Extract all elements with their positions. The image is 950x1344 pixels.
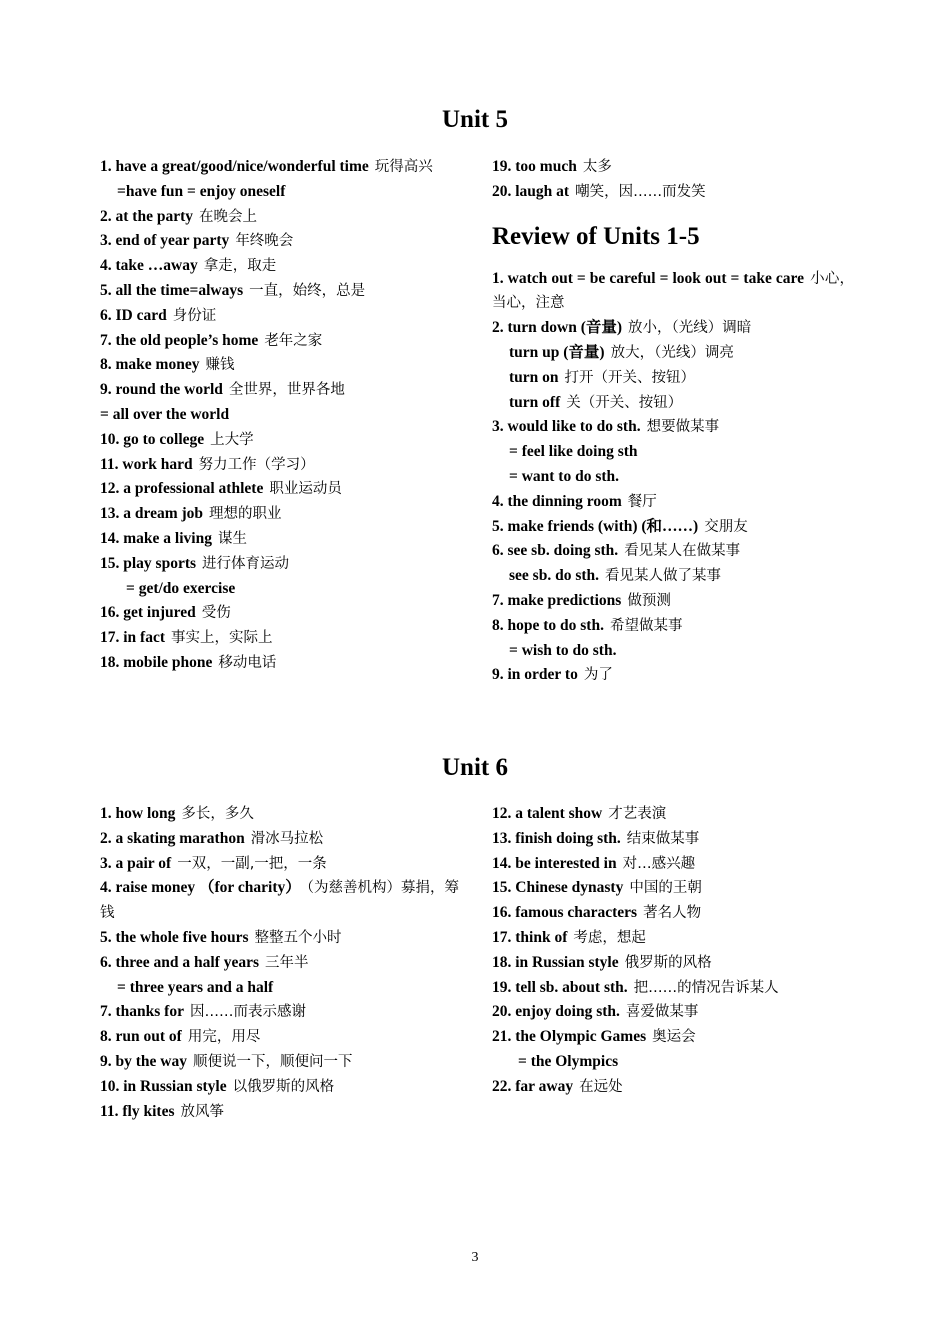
entry-chinese: 赚钱 (205, 357, 235, 374)
entry-chinese: 俄罗斯的风格 (624, 954, 712, 971)
entry-english: 4. raise money （for charity） (100, 879, 301, 897)
entry-chinese: 年终晚会 (235, 233, 294, 250)
entry-english: see sb. do sth. (509, 567, 600, 585)
vocab-entry (100, 304, 462, 329)
entry-english: 7. thanks for (100, 1003, 184, 1021)
entry-chinese: 滑冰马拉松 (250, 830, 324, 847)
entry-chinese: 一直，始终，总是 (249, 282, 366, 299)
review-list (492, 267, 854, 689)
entry-chinese: 努力工作（学习） (198, 456, 315, 473)
entry-chinese: 奥运会 (652, 1029, 696, 1046)
entry-chinese: 老年之家 (264, 332, 323, 349)
entry-chinese: 移动电话 (218, 654, 277, 671)
entry-chinese: 玩得高兴 (374, 159, 433, 175)
entry-chinese: 整整五个小时 (254, 929, 342, 946)
vocab-entry (492, 901, 854, 926)
unit5-left-column (100, 155, 462, 676)
entry-english: 17. think of (492, 928, 568, 946)
entry-english: 10. in Russian style (100, 1077, 227, 1095)
vocab-entry (492, 180, 854, 205)
entry-chinese: 看见某人做了某事 (605, 568, 722, 585)
unit6-left-column (100, 802, 462, 1124)
entry-english: 12. a professional athlete (100, 480, 264, 498)
vocab-entry (100, 1000, 462, 1025)
entry-chinese: 身份证 (172, 307, 217, 324)
entry-english: = get/do exercise (126, 579, 236, 597)
vocab-entry (100, 279, 462, 304)
entry-chinese: 在远处 (579, 1078, 623, 1095)
entry-chinese: 全世界，世界各地 (228, 382, 345, 399)
unit6-right-column (492, 802, 854, 1100)
vocab-entry (100, 428, 462, 453)
entry-english: = three years and a half (117, 978, 274, 996)
entry-english: turn off (509, 393, 561, 411)
vocab-entry (492, 589, 854, 614)
entry-chinese: 喜爱做某事 (625, 1004, 699, 1021)
entry-english: 7. the old people’s home (100, 331, 259, 349)
vocab-entry (100, 827, 462, 852)
vocab-entry (492, 341, 854, 366)
vocab-entry (100, 1100, 462, 1125)
entry-english: 19. too much (492, 158, 577, 175)
entry-english: 11. work hard (100, 455, 193, 473)
entry-chinese: 进行体育运动 (202, 555, 290, 572)
entry-chinese: 考虑，想起 (573, 929, 646, 946)
entry-english: turn on (509, 368, 559, 386)
entry-chinese: 中国的王朝 (629, 880, 702, 897)
entry-chinese: 拿走，取走 (203, 258, 277, 275)
entry-chinese: 上大学 (210, 431, 254, 448)
entry-english: = feel like doing sth (509, 443, 638, 461)
vocab-entry (100, 180, 462, 205)
vocab-entry (492, 876, 854, 901)
unit5-title: Unit 5 (442, 106, 508, 133)
entry-chinese: 嘲笑，因……而发笑 (575, 183, 706, 200)
entry-chinese: 理想的职业 (209, 506, 282, 523)
vocab-entry (492, 539, 854, 564)
entry-english: 2. at the party (100, 207, 193, 225)
vocab-entry (100, 651, 462, 676)
vocab-entry (100, 229, 462, 254)
entry-english: = all over the world (100, 405, 230, 423)
entry-english: =have fun = enjoy oneself (117, 182, 286, 200)
review-title: Review of Units 1-5 (492, 222, 700, 250)
vocab-entry (100, 601, 462, 626)
vocab-entry (100, 477, 462, 502)
vocab-entry (100, 502, 462, 527)
vocab-entry (100, 926, 462, 951)
entry-chinese: 做预测 (627, 592, 671, 609)
vocab-entry (492, 490, 854, 515)
entry-english: 11. fly kites (100, 1102, 175, 1120)
entry-english: 2. turn down (音量) (492, 319, 623, 337)
vocab-entry (100, 1025, 462, 1050)
vocab-entry (492, 852, 854, 877)
vocab-entry (100, 552, 462, 577)
entry-english: 5. the whole five hours (100, 928, 249, 946)
vocab-entry (100, 329, 462, 354)
vocab-entry (100, 155, 462, 180)
entry-english: 1. how long (100, 805, 176, 822)
entry-english: 10. go to college (100, 430, 205, 448)
entry-chinese: 才艺表演 (608, 806, 667, 822)
entry-english: 5. make friends (with) (和……) (492, 517, 699, 535)
entry-chinese: （为慈善机构）募捐，筹钱 (100, 880, 459, 922)
entry-english: 13. a dream job (100, 505, 204, 523)
vocab-entry (492, 366, 854, 391)
entry-chinese: 结束做某事 (626, 830, 700, 847)
vocab-entry (492, 926, 854, 951)
entry-chinese: 为了 (583, 667, 613, 684)
vocab-entry (492, 440, 854, 465)
vocab-entry (100, 527, 462, 552)
entry-english: 14. make a living (100, 529, 212, 547)
entry-english: 14. be interested in (492, 854, 617, 872)
entry-chinese: 三年半 (265, 954, 309, 971)
vocab-entry (100, 802, 462, 827)
vocab-entry (100, 577, 462, 602)
entry-chinese: 想要做某事 (646, 419, 720, 436)
entry-english: 2. a skating marathon (100, 829, 245, 847)
entry-english: 4. the dinning room (492, 492, 622, 510)
entry-chinese: 放小，（光线）调暗 (628, 320, 752, 337)
vocab-entry (100, 378, 462, 403)
entry-chinese: 希望做某事 (609, 617, 683, 634)
unit6-title: Unit 6 (442, 754, 508, 781)
entry-english: 18. mobile phone (100, 653, 213, 671)
entry-english: 1. have a great/good/nice/wonderful time (100, 158, 369, 175)
entry-english: 9. in order to (492, 666, 578, 684)
entry-chinese: 小心，当心，注意 (492, 270, 855, 312)
entry-chinese: 顺便说一下，顺便问一下 (192, 1053, 353, 1070)
entry-english: 21. the Olympic Games (492, 1028, 647, 1046)
entry-english: 19. tell sb. about sth. (492, 978, 628, 996)
vocab-entry (492, 614, 854, 639)
entry-english: = want to do sth. (509, 467, 620, 485)
entry-english: 8. hope to do sth. (492, 616, 604, 634)
entry-chinese: 餐厅 (627, 493, 657, 510)
entry-english: 17. in fact (100, 629, 166, 647)
entry-chinese: 受伤 (201, 605, 231, 622)
entry-chinese: 用完，用尽 (187, 1029, 261, 1046)
entry-chinese: 对…感兴趣 (622, 855, 696, 872)
vocab-entry (100, 626, 462, 651)
entry-english: 5. all the time=always (100, 281, 244, 299)
vocab-entry (100, 403, 462, 428)
vocab-entry (100, 951, 462, 976)
entry-english: 8. run out of (100, 1028, 182, 1046)
entry-english: 16. get injured (100, 604, 196, 622)
entry-english: 8. make money (100, 356, 200, 374)
entry-english: 6. ID card (100, 306, 167, 324)
entry-chinese: 以俄罗斯的风格 (232, 1078, 335, 1095)
vocab-entry (492, 976, 854, 1001)
vocab-entry (492, 1050, 854, 1075)
entry-english: 7. make predictions (492, 591, 622, 609)
vocab-entry (492, 1000, 854, 1025)
entry-chinese: 交朋友 (704, 518, 748, 535)
vocab-entry (100, 1050, 462, 1075)
vocab-entry (492, 1075, 854, 1100)
entry-chinese: 因……而表示感谢 (189, 1004, 306, 1021)
entry-english: 9. round the world (100, 381, 223, 399)
entry-english: 3. would like to do sth. (492, 418, 641, 436)
entry-english: 3. end of year party (100, 232, 230, 250)
vocab-entry (492, 267, 854, 317)
entry-english: 6. three and a half years (100, 953, 260, 971)
entry-english: = the Olympics (518, 1052, 619, 1070)
entry-chinese: 太多 (582, 159, 612, 175)
vocab-entry (492, 802, 854, 827)
entry-chinese: 职业运动员 (269, 481, 342, 498)
entry-english: 1. watch out = be careful = look out = take care (492, 269, 804, 287)
vocab-entry (492, 316, 854, 341)
vocab-entry (492, 155, 854, 180)
entry-chinese: 把……的情况告诉某人 (633, 979, 779, 996)
vocab-entry (492, 465, 854, 490)
entry-chinese: 放风筝 (180, 1103, 224, 1120)
vocab-entry (492, 564, 854, 589)
vocab-entry (492, 391, 854, 416)
vocab-entry (492, 515, 854, 540)
vocab-entry (100, 1075, 462, 1100)
vocab-entry (100, 254, 462, 279)
page-number: 3 (471, 1250, 479, 1265)
unit5-right-list (492, 155, 854, 205)
entry-english: 3. a pair of (100, 854, 172, 872)
entry-english: 18. in Russian style (492, 953, 619, 971)
vocab-entry (100, 876, 462, 926)
vocab-entry (492, 951, 854, 976)
entry-english: 4. take …away (100, 257, 198, 275)
vocab-entry (100, 205, 462, 230)
vocab-entry (492, 1025, 854, 1050)
entry-chinese: 多长，多久 (181, 806, 254, 822)
unit5-right-column (492, 155, 854, 688)
entry-chinese: 打开（开关、按钮） (564, 369, 696, 386)
entry-english: 22. far away (492, 1077, 574, 1095)
entry-english: 13. finish doing sth. (492, 829, 621, 847)
entry-english: 16. famous characters (492, 904, 638, 922)
vocab-entry (492, 827, 854, 852)
entry-english: 15. play sports (100, 554, 197, 572)
vocab-entry (100, 453, 462, 478)
entry-english: 15. Chinese dynasty (492, 879, 624, 897)
entry-chinese: 在晚会上 (199, 208, 257, 225)
vocab-entry (492, 639, 854, 664)
vocab-entry (492, 415, 854, 440)
entry-english: 20. enjoy doing sth. (492, 1003, 620, 1021)
vocab-entry (100, 353, 462, 378)
entry-english: 12. a talent show (492, 805, 603, 822)
entry-chinese: 看见某人在做某事 (624, 543, 741, 560)
entry-english: 6. see sb. doing sth. (492, 542, 619, 560)
vocab-entry (492, 663, 854, 688)
entry-chinese: 一双，一副,一把，一条 (177, 855, 327, 872)
entry-english: 20. laugh at (492, 182, 570, 200)
entry-chinese: 事实上，实际上 (171, 630, 273, 647)
entry-chinese: 著名人物 (643, 905, 702, 922)
entry-chinese: 关（开关、按钮） (566, 394, 683, 411)
entry-english: 9. by the way (100, 1052, 187, 1070)
vocab-entry (100, 852, 462, 877)
entry-english: turn up (音量) (509, 343, 605, 361)
entry-english: = wish to do sth. (509, 641, 617, 659)
entry-chinese: 谋生 (217, 530, 247, 547)
vocab-entry (100, 976, 462, 1001)
entry-chinese: 放大，（光线）调亮 (610, 344, 734, 361)
